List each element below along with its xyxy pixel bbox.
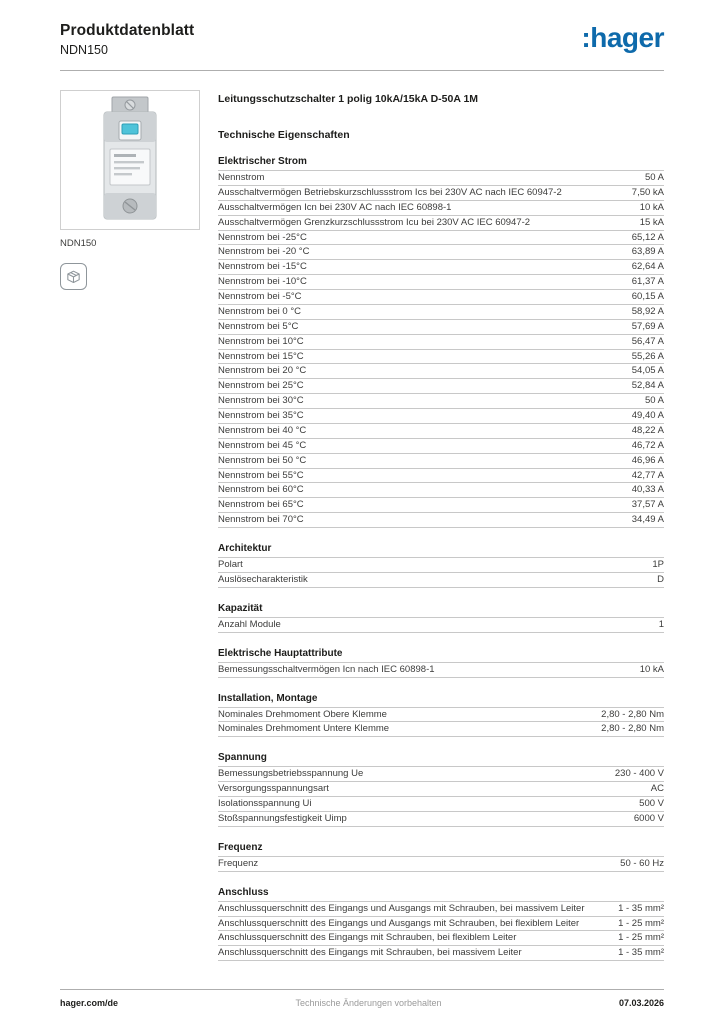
spec-value: 54,05 A [631,365,664,377]
hager-logo: :hager [581,22,664,53]
spec-value: 50 A [644,172,664,183]
spec-value: 49,40 A [631,410,664,421]
spec-row [218,320,664,335]
spec-value: 46,96 A [631,454,664,466]
spec-value: 65,12 A [631,231,664,243]
spec-label: Nennstrom bei 45 °C [218,439,307,451]
spec-row [218,469,664,484]
footer [60,989,664,1008]
spec-label: Bemessungsschaltvermögen Icn nach IEC 60898-1 [218,663,435,675]
tech-properties-heading: Technische Eigenschaften [218,129,350,141]
spec-label: Anzahl Module [218,618,281,630]
spec-label: Stoßspannungsfestigkeit Uimp [218,812,347,824]
spec-value: 50 A [644,395,664,407]
spec-row [218,812,664,827]
spec-label: Nennstrom bei -5°C [218,291,302,302]
section-heading: Anschluss [218,887,664,902]
spec-row [218,424,664,439]
footer-date: 07.03.2026 [618,998,664,1008]
spec-value: 37,57 A [631,499,664,511]
spec-row [218,305,664,320]
spec-row [218,513,664,528]
spec-section [218,693,664,738]
product-title: Leitungsschutzschalter 1 polig 10kA/15kA D-50A 1M [218,93,479,105]
spec-row [218,767,664,782]
spec-value: 10 kA [639,201,664,213]
section-heading: Architektur [218,543,664,558]
spec-label: Nennstrom bei 15°C [218,350,304,362]
spec-label: Auslösecharakteristik [218,573,308,585]
document-title: Produktdatenblatt [60,22,195,39]
spec-row [218,618,664,633]
spec-value: 10 kA [639,663,664,675]
spec-row [218,275,664,290]
spec-label: Nennstrom bei 30°C [218,395,304,407]
spec-row [218,454,664,469]
spec-value: 1 - 35 mm² [618,947,664,959]
spec-row [218,902,664,917]
spec-value: 15 kA [639,216,664,228]
spec-row [218,722,664,737]
spec-label: Anschlussquerschnitt des Eingangs mit Schrauben, bei massivem Leiter [218,947,522,959]
spec-row [218,573,664,588]
spec-row [218,171,664,186]
product-code: NDN150 [60,43,108,57]
product-image-frame [60,90,200,230]
spec-row [218,216,664,231]
main-content [60,90,664,961]
spec-value: 62,64 A [631,261,664,273]
spec-value: 40,33 A [631,484,664,496]
spec-row [218,483,664,498]
spec-value: 1P [652,559,664,570]
spec-value: 6000 V [633,812,664,824]
spec-section [218,543,664,588]
spec-value: 1 - 35 mm² [618,902,664,914]
spec-row [218,379,664,394]
spec-label: Ausschaltvermögen Icn bei 230V AC nach IEC 60898-1 [218,201,452,213]
spec-label: Nennstrom bei 60°C [218,484,304,496]
spec-value: D [657,573,664,585]
spec-value: 500 V [639,798,664,809]
spec-row [218,350,664,365]
spec-row [218,857,664,872]
spec-label: Nennstrom bei 0 °C [218,305,301,317]
spec-label: Nennstrom bei 40 °C [218,424,307,436]
spec-row [218,439,664,454]
spec-value: 46,72 A [631,439,664,451]
spec-row [218,245,664,260]
spec-row [218,231,664,246]
spec-label: Anschlussquerschnitt des Eingangs und Ausgangs mit Schrauben, bei flexiblem Leiter [218,917,580,929]
section-heading: Installation, Montage [218,693,664,708]
spec-label: Frequenz [218,857,259,869]
spec-label: Nennstrom [218,172,265,183]
spec-value: 42,77 A [631,469,664,481]
spec-value: 57,69 A [631,320,664,332]
section-heading: Elektrischer Strom [218,156,664,171]
spec-value: 60,15 A [631,291,664,302]
spec-label: Anschlussquerschnitt des Eingangs mit Schrauben, bei flexiblem Leiter [218,932,517,944]
product-image-caption: NDN150 [60,238,97,249]
packaging-icon [60,263,87,290]
spec-row [218,498,664,513]
spec-value: 58,92 A [631,305,664,317]
spec-label: Nominales Drehmoment Obere Klemme [218,708,387,720]
spec-label: Polart [218,559,243,570]
spec-row [218,260,664,275]
spec-value: 2,80 - 2,80 Nm [601,723,664,735]
spec-label: Nennstrom bei 25°C [218,380,304,392]
spec-label: Ausschaltvermögen Grenzkurzschlussstrom Icu bei 230V AC IEC 60947-2 [218,216,531,228]
spec-value: 56,47 A [631,335,664,347]
spec-value: 48,22 A [631,424,664,436]
spec-row [218,663,664,678]
spec-row [218,364,664,379]
spec-row [218,946,664,961]
spec-row [218,917,664,932]
spec-row [218,290,664,305]
spec-label: Nennstrom bei -25°C [218,231,307,243]
spec-row [218,558,664,573]
spec-label: Nennstrom bei 35°C [218,410,304,421]
spec-value: 2,80 - 2,80 Nm [601,708,664,720]
spec-label: Nominales Drehmoment Untere Klemme [218,723,390,735]
spec-row [218,797,664,812]
section-heading: Elektrische Hauptattribute [218,648,664,663]
spec-label: Ausschaltvermögen Betriebskurzschlussstrom Ics bei 230V AC nach IEC 60947-2 [218,186,562,198]
spec-label: Nennstrom bei 70°C [218,514,304,526]
spec-row [218,201,664,216]
spec-row [218,708,664,723]
spec-value: 63,89 A [631,246,664,258]
spec-label: Nennstrom bei 65°C [218,499,304,511]
section-heading: Frequenz [218,842,664,857]
spec-value: 7,50 kA [631,186,664,198]
spec-section [218,842,664,872]
spec-section [218,156,664,528]
spec-label: Nennstrom bei 20 °C [218,365,307,377]
spec-label: Nennstrom bei -20 °C [218,246,310,258]
spec-value: 1 - 25 mm² [618,932,664,944]
spec-sections [218,156,664,961]
spec-label: Nennstrom bei -15°C [218,261,307,273]
spec-value: 50 - 60 Hz [620,857,664,869]
section-heading: Kapazität [218,603,664,618]
spec-value: 1 [658,618,664,630]
spec-label: Nennstrom bei -10°C [218,276,307,288]
spec-label: Versorgungsspannungsart [218,783,329,795]
spec-value: 55,26 A [631,350,664,362]
spec-label: Bemessungsbetriebsspannung Ue [218,768,364,780]
header-divider [60,70,664,71]
spec-label: Nennstrom bei 50 °C [218,454,307,466]
spec-value: 61,37 A [631,276,664,288]
section-heading: Spannung [218,752,664,767]
spec-row [218,186,664,201]
footer-website: hager.com/de [60,998,119,1008]
spec-section [218,603,664,633]
header [60,22,664,57]
spec-value: 1 - 25 mm² [618,917,664,929]
spec-label: Anschlussquerschnitt des Eingangs und Ausgangs mit Schrauben, bei massivem Leiter [218,902,585,914]
spec-label: Nennstrom bei 10°C [218,335,304,347]
spec-row [218,409,664,424]
circuit-breaker-image [88,95,172,225]
spec-row [218,394,664,409]
spec-row [218,335,664,350]
spec-label: Nennstrom bei 5°C [218,320,299,332]
spec-section [218,887,664,962]
spec-value: 34,49 A [631,514,664,526]
spec-row [218,782,664,797]
spec-section [218,752,664,827]
spec-value: 52,84 A [631,380,664,392]
spec-row [218,931,664,946]
header-titles [60,22,194,57]
footer-disclaimer: Technische Änderungen vorbehalten [295,998,442,1008]
product-column [60,90,200,961]
spec-column [218,90,664,961]
spec-section [218,648,664,678]
spec-value: 230 - 400 V [614,768,664,780]
spec-value: AC [650,783,664,795]
spec-label: Nennstrom bei 55°C [218,469,304,481]
spec-label: Isolationsspannung Ui [218,798,312,809]
